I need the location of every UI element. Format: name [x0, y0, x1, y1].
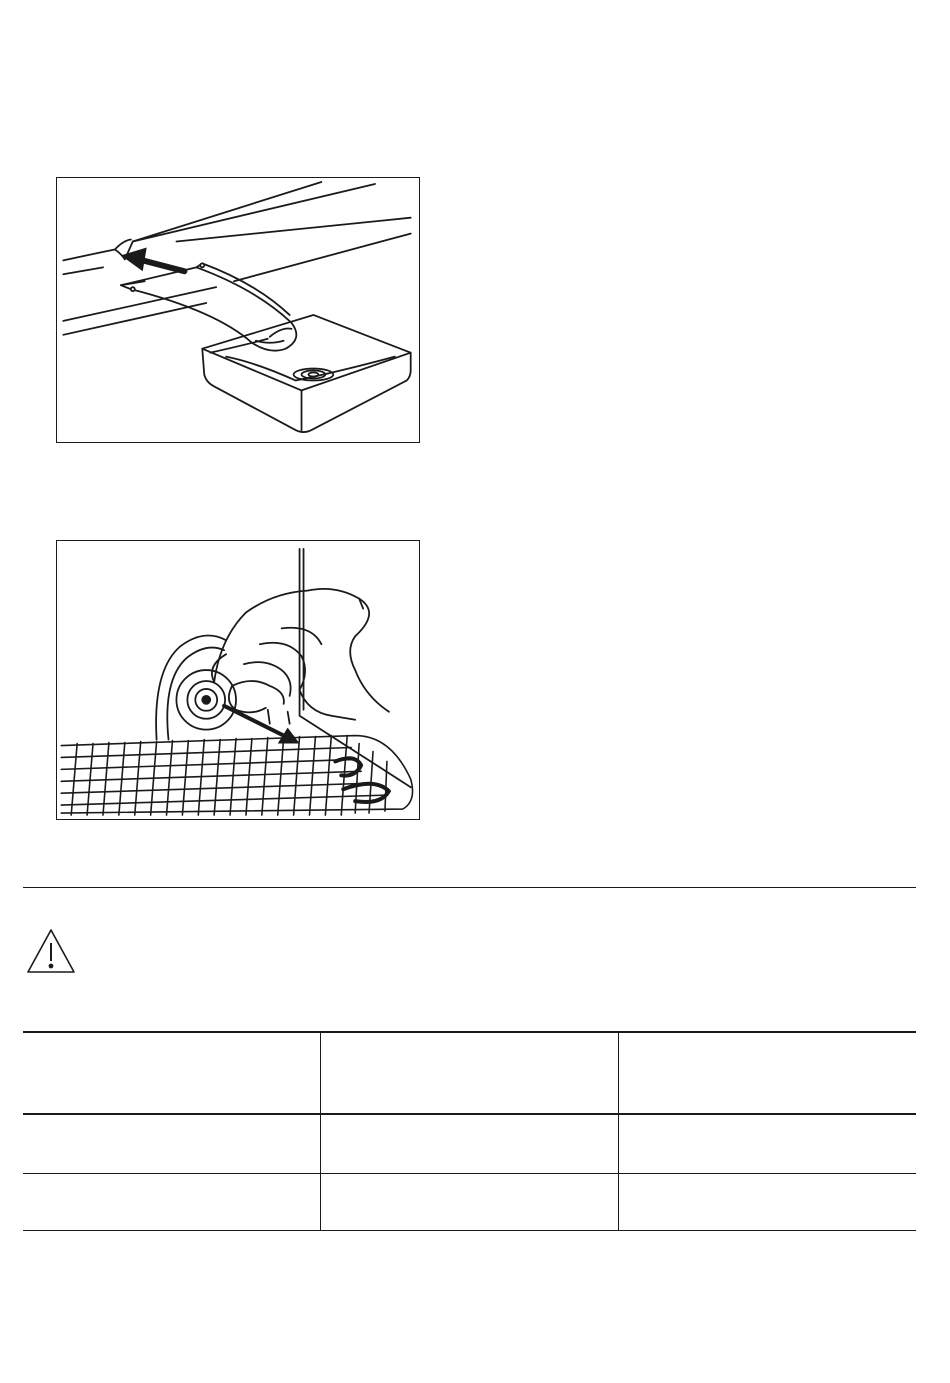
- section-divider: [23, 887, 916, 888]
- table-cell: [618, 1114, 916, 1174]
- table-cell: [321, 1174, 619, 1231]
- table-cell: [321, 1114, 619, 1174]
- valve-adjustment-illustration: [56, 540, 420, 820]
- column-header: [321, 1032, 619, 1114]
- column-header: [23, 1032, 321, 1114]
- table-row: [23, 1114, 916, 1174]
- valve-adjustment-drawing: [57, 541, 419, 819]
- warning-triangle-icon: [26, 928, 76, 974]
- table-cell: [23, 1114, 321, 1174]
- table-header-row: [23, 1032, 916, 1114]
- troubleshooting-table: [23, 1031, 916, 1231]
- drain-cleaner-drawing: [57, 178, 419, 442]
- table-row: [23, 1174, 916, 1231]
- drain-cleaner-illustration: [56, 177, 420, 443]
- table-cell: [618, 1174, 916, 1231]
- column-header: [618, 1032, 916, 1114]
- table-cell: [23, 1174, 321, 1231]
